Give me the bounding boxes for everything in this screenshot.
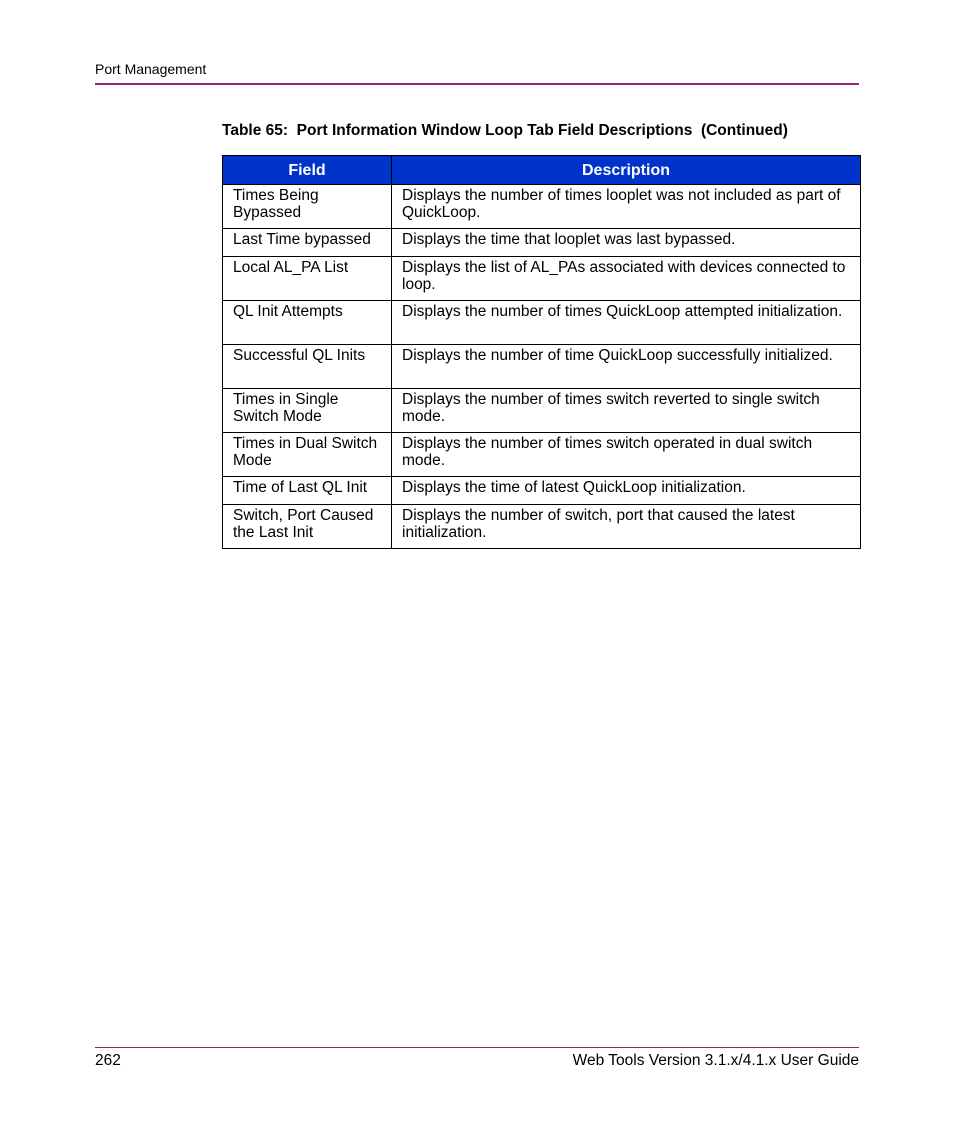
table-row	[223, 345, 861, 389]
table-header-row	[223, 156, 861, 185]
table-row	[223, 301, 861, 345]
field-cell: Successful QL Inits	[223, 345, 392, 389]
field-descriptions-table	[222, 155, 861, 549]
field-cell: QL Init Attempts	[223, 301, 392, 345]
description-cell: Displays the number of times switch operated in dual switch mode.	[392, 433, 861, 477]
page-number: 262	[95, 1052, 121, 1069]
field-cell: Switch, Port Caused the Last Init	[223, 505, 392, 549]
description-cell: Displays the time of latest QuickLoop initialization.	[392, 477, 861, 505]
description-cell: Displays the number of time QuickLoop successfully initialized.	[392, 345, 861, 389]
description-cell: Displays the time that looplet was last bypassed.	[392, 229, 861, 257]
table-row	[223, 505, 861, 549]
field-cell: Time of Last QL Init	[223, 477, 392, 505]
table-row	[223, 185, 861, 229]
table-row	[223, 433, 861, 477]
field-cell: Times in Dual Switch Mode	[223, 433, 392, 477]
description-cell: Displays the list of AL_PAs associated with devices connected to loop.	[392, 257, 861, 301]
description-cell: Displays the number of switch, port that caused the latest initialization.	[392, 505, 861, 549]
column-header-description: Description	[392, 156, 861, 185]
field-cell: Last Time bypassed	[223, 229, 392, 257]
description-cell: Displays the number of times QuickLoop attempted initialization.	[392, 301, 861, 345]
description-cell: Displays the number of times switch reverted to single switch mode.	[392, 389, 861, 433]
footer-rule	[95, 1047, 859, 1048]
description-cell: Displays the number of times looplet was not included as part of QuickLoop.	[392, 185, 861, 229]
field-cell: Times in Single Switch Mode	[223, 389, 392, 433]
table-row	[223, 229, 861, 257]
table-row	[223, 389, 861, 433]
table-row	[223, 477, 861, 505]
running-header: Port Management	[95, 61, 207, 77]
column-header-field: Field	[223, 156, 392, 185]
guide-title: Web Tools Version 3.1.x/4.1.x User Guide	[572, 1052, 859, 1069]
field-cell: Local AL_PA List	[223, 257, 392, 301]
table-caption: Table 65: Port Information Window Loop Tab Field Descriptions (Continued)	[222, 122, 788, 139]
table-row	[223, 257, 861, 301]
field-cell: Times Being Bypassed	[223, 185, 392, 229]
header-rule	[95, 83, 859, 85]
